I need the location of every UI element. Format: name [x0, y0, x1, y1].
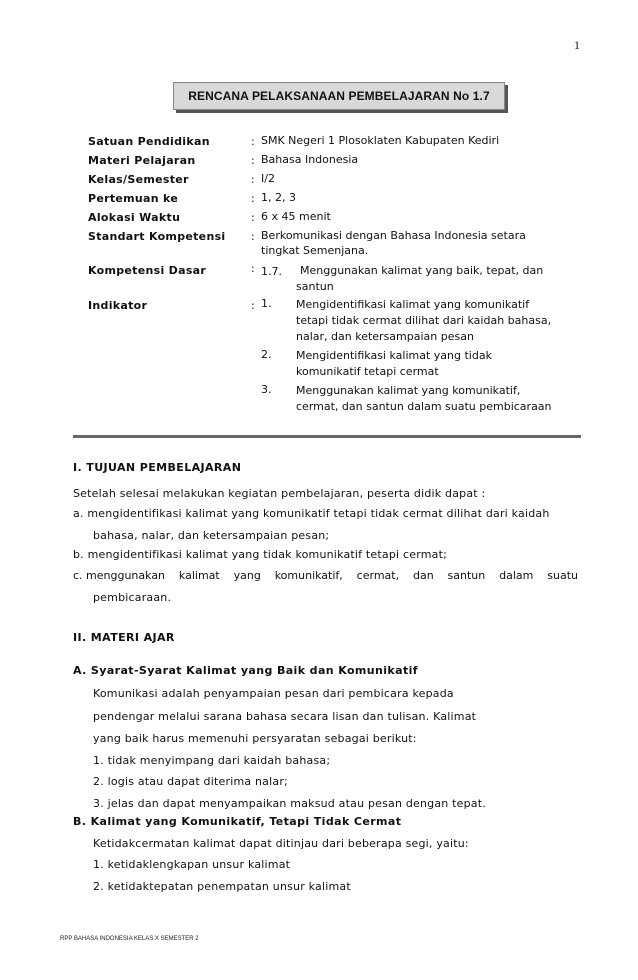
document-title: RENCANA PELAKSANAAN PEMBELAJARAN No 1.7	[173, 82, 505, 110]
indikator-text: komunikatif tetapi cermat	[296, 365, 439, 378]
info-label: Alokasi Waktu	[88, 211, 181, 224]
tujuan-item-a-cont: bahasa, nalar, dan ketersampaian pesan;	[93, 529, 330, 542]
info-value: SMK Negeri 1 Plosoklaten Kabupaten Kediri	[261, 134, 500, 147]
materi-text: yang baik harus memenuhi persyaratan sebagai berikut:	[93, 732, 417, 745]
info-colon: :	[251, 262, 255, 275]
materi-list-item: 1. ketidaklengkapan unsur kalimat	[93, 858, 291, 871]
indikator-number: 1.	[261, 297, 272, 310]
info-colon: :	[251, 299, 255, 312]
indikator-text: Mengidentifikasi kalimat yang komunikatif	[296, 298, 530, 311]
indikator-text: cermat, dan santun dalam suatu pembicaraan	[296, 400, 552, 413]
info-label: Kompetensi Dasar	[88, 264, 207, 277]
materi-list-item: 3. jelas dan dapat menyampaikan maksud atau pesan dengan tepat.	[93, 797, 486, 810]
info-value: 1, 2, 3	[261, 191, 296, 204]
section-divider	[73, 435, 581, 438]
indikator-text: Mengidentifikasi kalimat yang tidak	[296, 349, 492, 362]
tujuan-item-b: b. mengidentifikasi kalimat yang tidak komunikatif tetapi cermat;	[73, 548, 448, 561]
word: santun	[447, 569, 486, 582]
subsection-heading-a: A. Syarat-Syarat Kalimat yang Baik dan Komunikatif	[73, 664, 418, 677]
tujuan-item-a: a. mengidentifikasi kalimat yang komunikatif tetapi tidak cermat dilihat dari kaidah	[73, 507, 550, 520]
info-value: Berkomunikasi dengan Bahasa Indonesia setara	[261, 229, 526, 242]
word: dan	[412, 569, 434, 582]
indikator-text: tetapi tidak cermat dilihat dari kaidah bahasa,	[296, 314, 552, 327]
info-colon: :	[251, 211, 255, 224]
materi-text: Ketidakcermatan kalimat dapat ditinjau dari beberapa segi, yaitu:	[93, 837, 469, 850]
materi-text: pendengar melalui sarana bahasa secara lisan dan tulisan. Kalimat	[93, 710, 477, 723]
word: suatu	[547, 569, 578, 582]
tujuan-item-c-cont: pembicaraan.	[93, 591, 172, 604]
tujuan-item-c	[73, 569, 578, 582]
info-label: Kelas/Semester	[88, 173, 189, 186]
info-colon: :	[251, 230, 255, 243]
indikator-text: nalar, dan ketersampaian pesan	[296, 330, 474, 343]
materi-list-item: 1. tidak menyimpang dari kaidah bahasa;	[93, 754, 331, 767]
word: komunikatif,	[274, 569, 343, 582]
materi-text: Komunikasi adalah penyampaian pesan dari pembicara kepada	[93, 687, 454, 700]
info-label: Pertemuan ke	[88, 192, 179, 205]
info-value: 6 x 45 menit	[261, 210, 331, 223]
info-label: Materi Pelajaran	[88, 154, 196, 167]
word: dalam	[499, 569, 534, 582]
info-colon: :	[251, 154, 255, 167]
word: cermat,	[356, 569, 400, 582]
info-label: Satuan Pendidikan	[88, 135, 210, 148]
info-colon: :	[251, 173, 255, 186]
info-value: I/2	[261, 172, 275, 185]
info-label: Indikator	[88, 299, 148, 312]
indikator-text: Menggunakan kalimat yang komunikatif,	[296, 384, 521, 397]
word: c. menggunakan	[73, 569, 166, 582]
page-footer: RPP BAHASA INDONESIA KELAS X SEMESTER 2	[60, 936, 199, 942]
info-value: santun	[296, 280, 334, 293]
materi-list-item: 2. logis atau dapat diterima nalar;	[93, 775, 288, 788]
kd-number: 1.7.	[261, 265, 282, 278]
info-value: tingkat Semenjana.	[261, 244, 369, 257]
info-colon: :	[251, 192, 255, 205]
subsection-heading-b: B. Kalimat yang Komunikatif, Tetapi Tidak Cermat	[73, 815, 402, 828]
info-value: Menggunakan kalimat yang baik, tepat, dan	[300, 264, 544, 277]
word: yang	[233, 569, 261, 582]
word: kalimat	[178, 569, 220, 582]
section-heading-materi: II. MATERI AJAR	[73, 631, 175, 644]
page-number: 1	[574, 38, 580, 52]
section-heading-tujuan: I. TUJUAN PEMBELAJARAN	[73, 461, 242, 474]
info-label: Standart Kompetensi	[88, 230, 226, 243]
materi-list-item: 2. ketidaktepatan penempatan unsur kalimat	[93, 880, 351, 893]
tujuan-intro: Setelah selesai melakukan kegiatan pembelajaran, peserta didik dapat :	[73, 487, 486, 500]
info-colon: :	[251, 135, 255, 148]
info-value: Bahasa Indonesia	[261, 153, 359, 166]
indikator-number: 3.	[261, 383, 272, 396]
indikator-number: 2.	[261, 348, 272, 361]
